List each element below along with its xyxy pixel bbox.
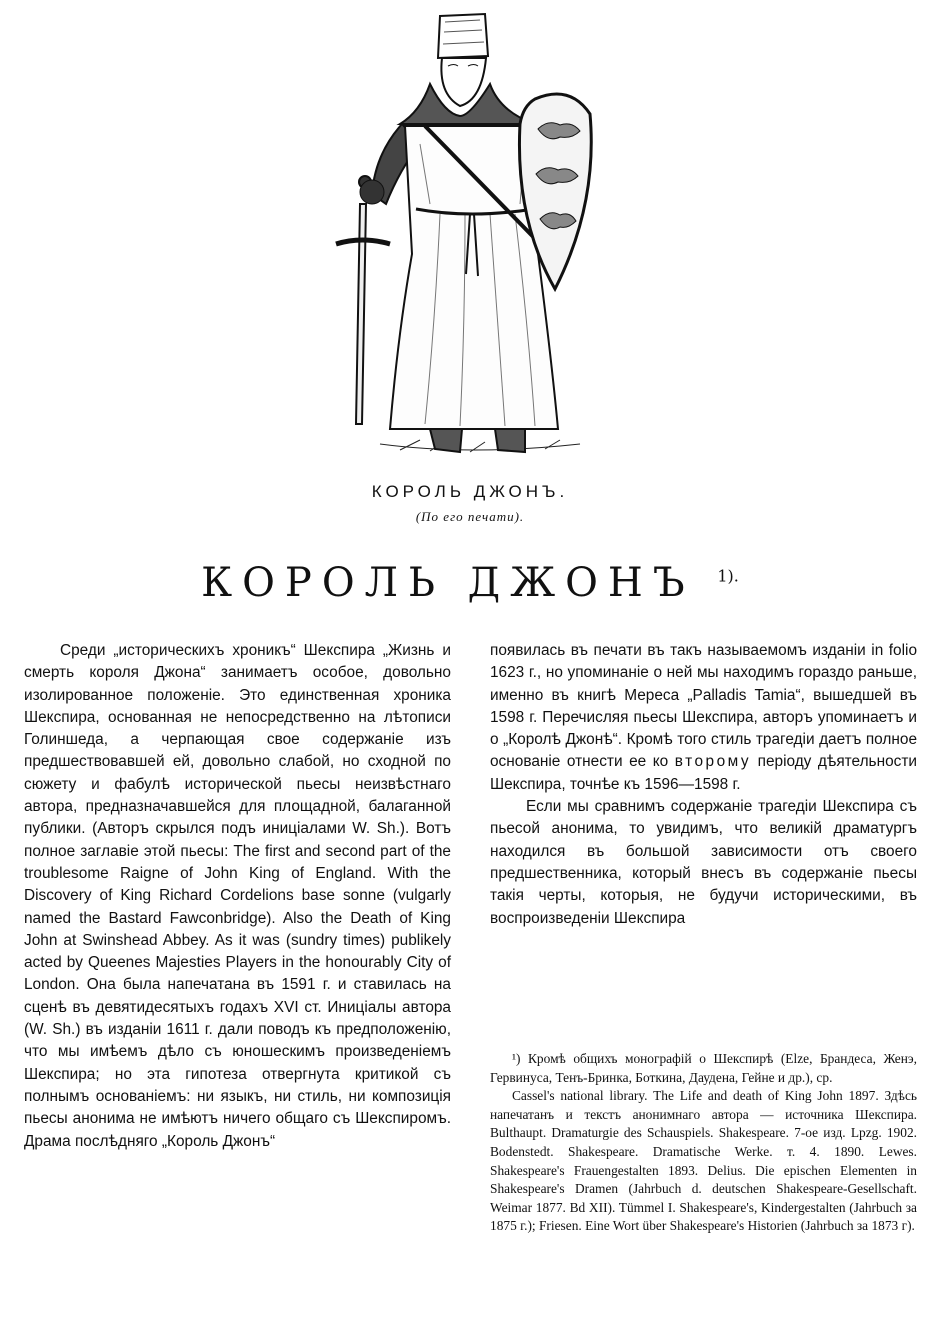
page-title-text: КОРОЛЬ ДЖОНЪ: [201, 560, 695, 606]
title-footnote-mark: 1).: [717, 566, 739, 586]
right-paragraph-1-part1: появилась въ печати въ такъ называемомъ изданіи in folio 1623 г., но упоминаніе о ней мы находимъ гораздо раньше, именно въ книгѣ Мереса „Palladis Tamia“, вышедшей въ 1598 г. Перечисляя пьесы Шекспира, авторъ упоминаетъ и о „Королѣ Джонѣ“. Кромѣ того стиль трагедіи даетъ полное основаніе отнести ее ко: [490, 642, 917, 771]
right-column: [490, 640, 917, 930]
footnote-1: ¹) Кромѣ общихъ монографій о Шекспирѣ (Elze, Брандеса, Женэ, Гервинуса, Тенъ-Бринка, Боткина, Даудена, Гейне и др.), ср.: [490, 1051, 917, 1085]
footnote-2: Cassel's national library. The Life and death of King John 1897. Здѣсь напечатанъ и текстъ анонимнаго автора — источника Шекспира. Bulthaupt. Dramaturgie des Schauspiels. Shakespeare. 7-ое изд. Lpzg. 1902. Bodenstedt. Shakespeare. Dramatische Werke. т. 4. 1890. Lewes. Shakespeare's Frauengestalten 1893. Delius. Die epischen Elementen in Shakespeare's Dramen (Jahrbuch d. deutschen Shakespeare-Gesellschaft. Weimar 1877. Bd XII). Tümmel I. Shakespeare's, Kindergestalten (Jahrbuch за 1875 г.); Friesen. Eine Wort über Shakespeare's Historien (Jahrbuch за 1873 г).: [490, 1088, 917, 1234]
figure-caption: КОРОЛЬ ДЖОНЪ.: [371, 482, 569, 501]
right-paragraph-2: Если мы сравнимъ содержаніе трагедіи Шекспира съ пьесой анонима, то увидимъ, что великій драматургъ находился въ большой зависимости отъ своего предшественника, который внесъ въ содержаніе пьесы такія черты, которыя, не будучи историческими, въ воспроизведеніи Шекспира: [490, 798, 917, 927]
king-john-engraving: [320, 4, 620, 469]
emphasized-word: второму: [674, 753, 752, 771]
mail-legs: [430, 429, 525, 452]
page-title: [0, 560, 940, 606]
left-column: [24, 640, 451, 1325]
left-paragraph-1: Среди „историческихъ хроникъ“ Шекспира „Жизнь и смерть короля Джона“ занимаетъ особое, довольно изолированное положеніе. Это единственная хроника Шекспира, основанная не непосредственно на лѣтописи Голиншеда, а черпающая свое содержаніе изъ предшествовавшей ей, довольно слабой, но сходной по сюжету и фабулѣ исторической пьесы неизвѣстнаго автора, предназначавшейся для площадной, балаганной публики. (Авторъ скрылся подъ иниціалами W. Sh.). Вотъ полное заглавіе этой пьесы: The first and second part of the troublesome Raigne of John King of England. With the Discovery of King Richard Cordelions base sonne (vulgarly named the Bastard Fawconbridge). Also the Death of King John at Swinshead Abbey. As it was (sundry times) publikely acted by Queenes Majesties Players in the honourably City of London. Она была напечатана въ 1591 г. и ставилась на сценѣ въ девятидесятыхъ годахъ XVI ст. Иниціалы автора (W. Sh.) въ изданіи 1611 г. дали поводъ къ предположенію, что мы имѣемъ дѣло съ юношескимъ произведеніемъ Шекспира; но эта гипотеза отвергнута критикой съ полнымъ основаніемъ: ни языкъ, ни стиль, ни композиція пьесы анонима не имѣютъ ничего общаго съ Шекспиромъ. Драма послѣдняго „Король Джонъ“: [24, 642, 451, 1150]
ground-shading: [380, 440, 580, 452]
right-paragraph-1: [490, 640, 917, 796]
footnotes: [490, 1050, 917, 1236]
figure-subcaption: (По его печати).: [415, 509, 525, 524]
sword: [336, 176, 390, 424]
right-paragraph-1-part2: періоду дѣятельности Шекспира, точнѣе къ 1596—1598 г.: [490, 753, 917, 793]
